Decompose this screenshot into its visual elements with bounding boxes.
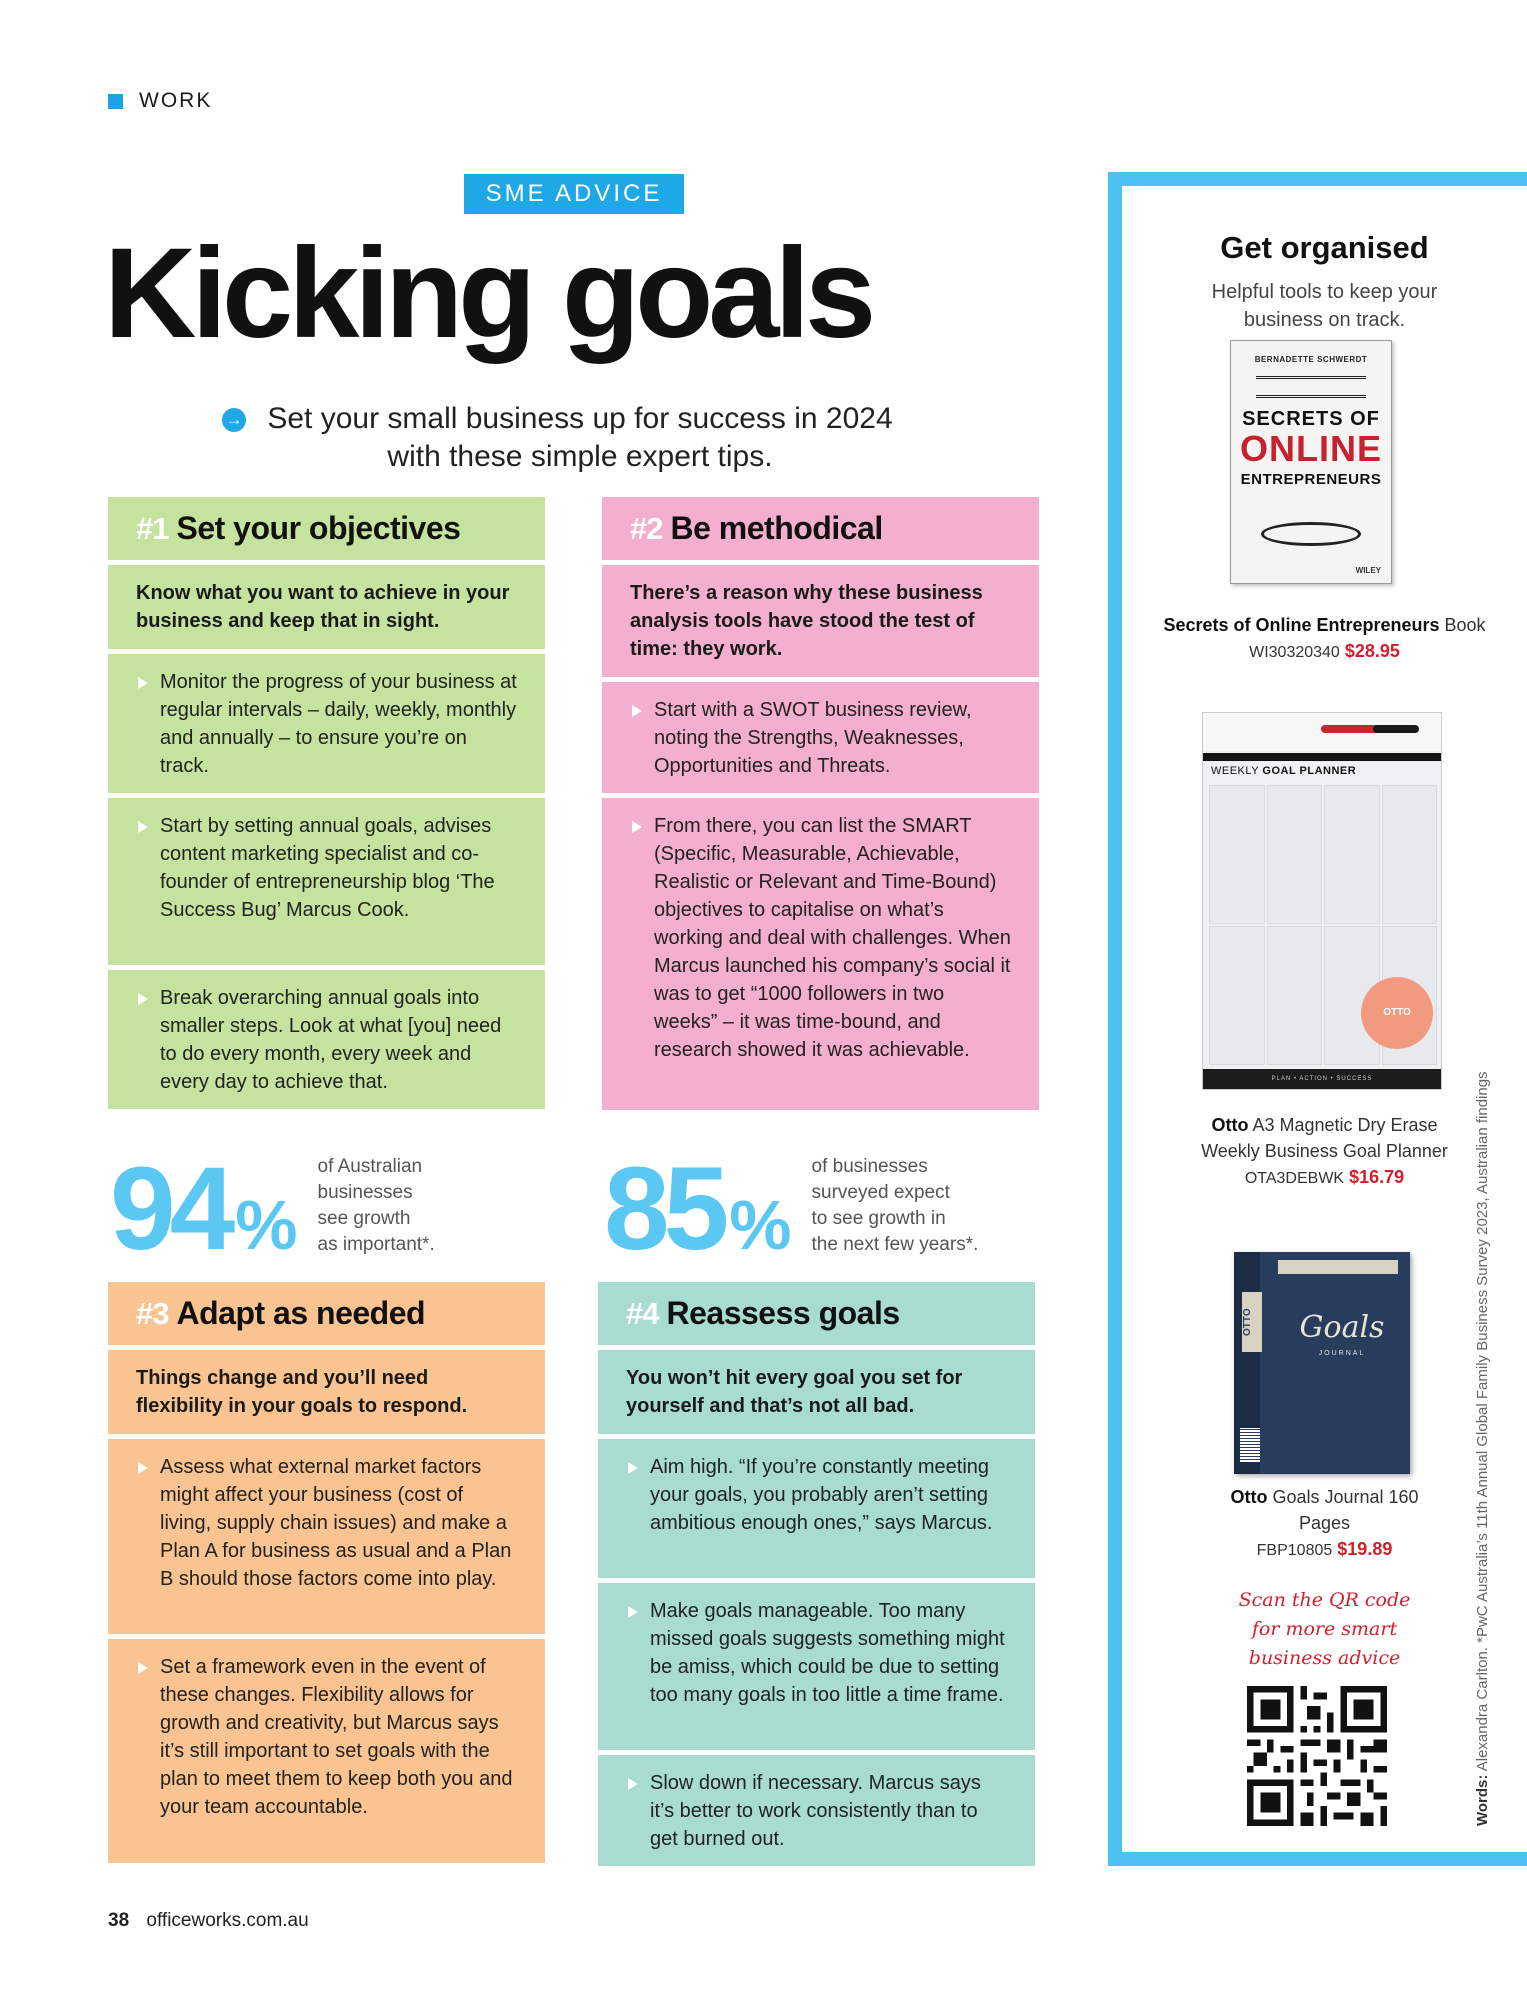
product-1-code: WI30320340 [1249, 644, 1340, 661]
product-3-name: Goals Journal 160 Pages [1267, 1487, 1419, 1533]
tip-3-lead: Things change and you’ll need flexibility in your goals to respond. [108, 1350, 545, 1434]
product-1-price: $28.95 [1344, 641, 1400, 661]
journal-subtitle: JOURNAL [1318, 1350, 1366, 1357]
tip-3-point-1: Assess what external market factors might affect your business (cost of living, supply chain issues) and make a Plan A for business as usual and a Plan B should those factors come into play. [108, 1439, 545, 1634]
planner-image [1202, 712, 1442, 1090]
tip-2-number: #2 [630, 510, 663, 546]
qr-code-icon[interactable] [1247, 1686, 1387, 1826]
tip-1-lead: Know what you want to achieve in your business and keep that in sight. [108, 565, 545, 649]
product-2-caption [1122, 1112, 1527, 1192]
barcode-icon [1240, 1428, 1260, 1462]
stat-1 [110, 1143, 435, 1275]
product-3-price: $19.89 [1337, 1539, 1393, 1559]
planner-cell [1324, 785, 1380, 924]
section-tag [108, 89, 212, 113]
section-square-icon [108, 94, 123, 109]
stat-1-unit: % [235, 1186, 298, 1264]
credit-text: Alexandra Carlton. *PwC Australia’s 11th Annual Global Family Business Survey 2023, Australian findings [1474, 1071, 1491, 1775]
planner-label-a: WEEKLY [1211, 765, 1259, 777]
credit-label: Words: [1474, 1774, 1491, 1826]
planner-footer: PLAN • ACTION • SUCCESS [1203, 1069, 1441, 1089]
tip-4-header [598, 1282, 1035, 1345]
book-author: BERNADETTE SCHWERDT [1254, 355, 1368, 364]
stat-1-line: as important*. [317, 1234, 435, 1255]
stat-2-description [812, 1154, 979, 1258]
planner-cell [1267, 926, 1323, 1065]
tip-2-point-1: Start with a SWOT business review, noting the Strengths, Weaknesses, Opportunities and Threats. [602, 682, 1039, 793]
planner-label-b: GOAL PLANNER [1262, 765, 1357, 777]
book-ornament-icon [1256, 376, 1366, 398]
tip-1 [108, 497, 545, 1109]
tip-1-point-1: Monitor the progress of your business at regular intervals – daily, weekly, monthly and annually – to ensure you’re on track. [108, 654, 545, 793]
tip-2-title: Be methodical [670, 510, 883, 546]
tip-1-point-3: Break overarching annual goals into smaller steps. Look at what [you] need to do every month, every week and every day to achieve that. [108, 970, 545, 1109]
section-label: WORK [139, 89, 213, 112]
journal-title: Goals [1299, 1310, 1385, 1345]
tip-2-header [602, 497, 1039, 560]
kicker-label: SME ADVICE [464, 174, 684, 214]
tip-4-point-1: Aim high. “If you’re constantly meeting your goals, you probably aren’t setting ambitious enough ones,” says Marcus. [598, 1439, 1035, 1578]
planner-cell [1382, 785, 1438, 924]
product-3-caption [1122, 1484, 1527, 1564]
stat-1-line: of Australian [317, 1156, 423, 1177]
tip-3-point-2: Set a framework even in the event of these changes. Flexibility allows for growth and creativity, but Marcus says it’s still important to set goals with the plan to meet them to keep both you and your team accountable. [108, 1639, 545, 1863]
scan-prompt [1182, 1586, 1467, 1673]
stat-2-line: surveyed expect [811, 1182, 950, 1203]
product-1-type: Book [1439, 615, 1486, 635]
footer [108, 1910, 309, 1932]
tip-1-title: Set your objectives [176, 510, 461, 546]
product-1-caption [1122, 612, 1527, 666]
tip-2-point-2: From there, you can list the SMART (Specific, Measurable, Achievable, Realistic or Relevant and Time-Bound) objectives to capitalise on what’s working and deal with challenges. When Marcus launched his company’s social it was to get “1000 followers in two weeks” – it was time-bound, and research showed it was achievable. [602, 798, 1039, 1110]
tip-4-point-3: Slow down if necessary. Marcus says it’s better to work consistently than to get burned out. [598, 1755, 1035, 1866]
tip-3-number: #3 [136, 1295, 169, 1331]
book-title-line-1: SECRETS OF [1242, 408, 1380, 430]
standfirst-line-2: with these simple expert tips. [387, 440, 773, 473]
stat-1-line: businesses [317, 1182, 413, 1203]
tip-4-title: Reassess goals [666, 1295, 900, 1331]
planner-cell [1267, 785, 1323, 924]
book-ornament-bottom-icon [1261, 522, 1361, 546]
tip-1-point-2: Start by setting annual goals, advises content marketing specialist and co-founder of entrepreneurship blog ‘The Success Bug’ Marcus Cook. [108, 798, 545, 965]
product-2-code: OTA3DEBWK [1244, 1170, 1345, 1187]
stat-1-description [318, 1154, 435, 1258]
stat-2-line: the next few years*. [811, 1234, 979, 1255]
product-1-name: Secrets of Online Entrepreneurs [1163, 615, 1440, 635]
scan-line-3: business advice [1248, 1647, 1401, 1669]
journal-band [1278, 1260, 1398, 1274]
sidebar-subtitle: Helpful tools to keep your business on track. [1211, 281, 1438, 331]
scan-line-1: Scan the QR code [1238, 1589, 1411, 1611]
arrow-right-icon: → [222, 408, 246, 432]
book-title-line-3: ENTREPRENEURS [1240, 471, 1382, 488]
headline: Kicking goals [104, 222, 872, 365]
tip-4-number: #4 [626, 1295, 659, 1331]
credit-line [1474, 940, 1496, 1826]
sidebar-get-organised [1108, 172, 1527, 1866]
stat-2-value: 85 [604, 1143, 724, 1275]
book-publisher: WILEY [1355, 566, 1381, 575]
standfirst-line-1: Set your small business up for success in 2024 [267, 402, 893, 435]
tip-2 [602, 497, 1039, 1110]
marker-icon [1321, 725, 1381, 733]
stat-2 [604, 1143, 979, 1275]
journal-image [1234, 1252, 1410, 1474]
planner-cell [1209, 926, 1265, 1065]
product-3-code: FBP10805 [1256, 1542, 1333, 1559]
tip-3-header [108, 1282, 545, 1345]
stat-2-unit: % [729, 1186, 792, 1264]
tip-1-number: #1 [136, 510, 169, 546]
tip-4 [598, 1282, 1035, 1866]
stat-2-line: of businesses [811, 1156, 928, 1177]
book-cover-image [1230, 340, 1392, 584]
journal-brand-tab: OTTO [1242, 1292, 1262, 1352]
product-2-price: $16.79 [1349, 1167, 1405, 1187]
footer-site: officeworks.com.au [146, 1910, 309, 1931]
planner-cell [1209, 785, 1265, 924]
marker-icon [1373, 725, 1419, 733]
product-3-brand: Otto [1230, 1487, 1268, 1507]
sidebar-title: Get organised [1220, 230, 1429, 265]
planner-label [1211, 765, 1356, 777]
planner-band [1203, 753, 1441, 761]
tip-3 [108, 1282, 545, 1863]
tip-1-header [108, 497, 545, 560]
tip-2-lead: There’s a reason why these business analysis tools have stood the test of time: they work. [602, 565, 1039, 677]
product-2-brand: Otto [1211, 1115, 1249, 1135]
stat-1-line: see growth [317, 1208, 411, 1229]
stat-1-value: 94 [110, 1143, 230, 1275]
tip-4-point-2: Make goals manageable. Too many missed goals suggests something might be amiss, which could be due to setting too many goals in too little a time frame. [598, 1583, 1035, 1750]
stat-2-line: to see growth in [811, 1208, 946, 1229]
product-2-name: A3 Magnetic Dry Erase Weekly Business Goal Planner [1201, 1115, 1448, 1161]
standfirst [220, 400, 940, 476]
planner-badge: OTTO [1361, 977, 1433, 1049]
scan-line-2: for more smart [1251, 1618, 1398, 1640]
tip-3-title: Adapt as needed [176, 1295, 426, 1331]
tip-4-lead: You won’t hit every goal you set for yourself and that’s not all bad. [598, 1350, 1035, 1434]
page-number: 38 [108, 1910, 130, 1931]
book-title-line-2: ONLINE [1239, 428, 1382, 469]
